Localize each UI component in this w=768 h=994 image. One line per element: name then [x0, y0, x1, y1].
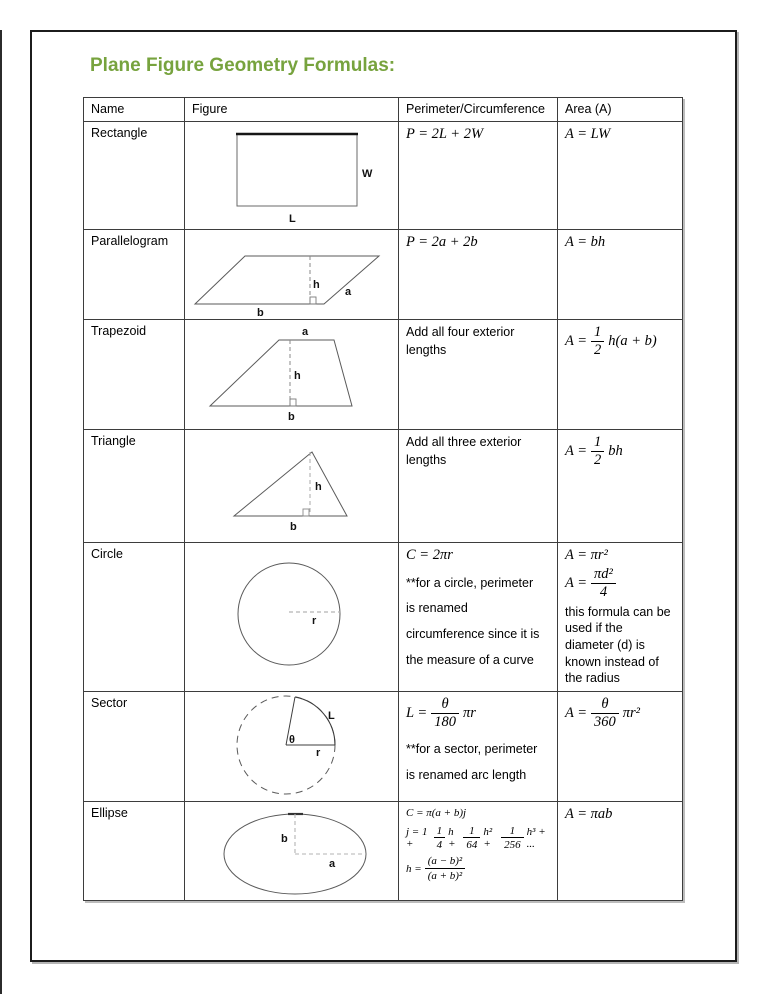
fraction: [591, 325, 604, 359]
formula-mid: h² +: [483, 826, 493, 851]
ellipse-perimeter-cell: [399, 802, 558, 900]
parallelogram-base-label: b: [257, 307, 264, 319]
fraction-numerator: πd²: [591, 567, 616, 584]
fraction-numerator: 1: [463, 825, 480, 838]
note-line: **for a sector, perimeter: [406, 741, 538, 756]
sector-arclength-formula: [406, 697, 550, 731]
rectangle-perimeter-cell: [399, 122, 558, 230]
triangle-area-formula: [565, 435, 675, 469]
trapezoid-height-label: h: [294, 370, 301, 382]
fraction: [591, 567, 616, 601]
header-cell-perimeter: Perimeter/Circumference: [399, 98, 558, 122]
circle-drawing: [185, 543, 398, 691]
sector-drawing: [185, 692, 398, 801]
formula-lhs: h =: [406, 862, 422, 875]
fraction-numerator: θ: [591, 697, 619, 714]
fraction-numerator: θ: [431, 697, 459, 714]
triangle-base-label: b: [290, 521, 297, 533]
formula-rhs: h³ + ...: [526, 826, 546, 851]
trapezoid-area-formula: [565, 325, 675, 359]
parallelogram-perimeter-formula: P = 2a + 2b: [406, 234, 478, 250]
row-sector-name: Sector: [84, 692, 185, 802]
ellipse-drawing: [185, 802, 398, 899]
note-line: circumference since it is: [406, 627, 540, 642]
parallelogram-height-label: h: [313, 279, 320, 291]
ellipse-area-cell: [558, 802, 682, 900]
sector-area-formula: [565, 697, 675, 731]
note-line: this formula can be: [565, 604, 671, 619]
fraction: [463, 825, 480, 851]
formula-lhs: A =: [565, 443, 588, 460]
row-ellipse-name: Ellipse: [84, 802, 185, 900]
row-trapezoid-name: Trapezoid: [84, 320, 185, 430]
fraction: [501, 825, 524, 851]
row-circle-name: Circle: [84, 543, 185, 692]
page-title: Plane Figure Geometry Formulas:: [90, 55, 396, 76]
note-line: lengths: [406, 342, 447, 357]
sector-arc-label: L: [328, 710, 335, 722]
triangle-area-cell: [558, 430, 682, 543]
circle-area-cell: [558, 543, 682, 692]
trapezoid-area-cell: [558, 320, 682, 430]
fraction-denominator: 4: [599, 583, 608, 600]
triangle-drawing: [185, 430, 398, 542]
note-line: the radius: [565, 671, 620, 686]
circle-perimeter-cell: [399, 543, 558, 692]
formula-table: [83, 97, 683, 901]
note-line: known instead of: [565, 654, 659, 669]
fraction-denominator: 256: [504, 839, 521, 852]
scan-edge-line: [0, 30, 2, 994]
formula-lhs: A =: [565, 575, 588, 592]
parallelogram-area-cell: [558, 230, 682, 320]
circle-area-note: [565, 604, 675, 687]
ellipse-semiminor-label: b: [281, 833, 288, 845]
figure-rectangle: [185, 122, 399, 230]
formula-lhs: A =: [565, 705, 588, 722]
triangle-height-label: h: [315, 481, 322, 493]
parallelogram-perimeter-cell: [399, 230, 558, 320]
triangle-perimeter-note: [406, 434, 550, 470]
fraction-denominator: 4: [436, 839, 443, 852]
figure-circle: [185, 543, 399, 692]
parallelogram-side-label: a: [345, 286, 352, 298]
trapezoid-base-label: b: [288, 411, 295, 423]
note-line: diameter (d) is: [565, 637, 645, 652]
fraction-denominator: 2: [594, 451, 602, 468]
header-cell-figure: Figure: [185, 98, 399, 122]
fraction: [591, 697, 619, 731]
rectangle-width-label: W: [362, 168, 373, 180]
note-line: used if the: [565, 621, 623, 636]
circle-area-formula-2: [565, 567, 675, 601]
formula-rhs: πr²: [622, 705, 641, 722]
circle-perimeter-note: [406, 571, 550, 674]
header-cell-name: Name: [84, 98, 185, 122]
note-line: lengths: [406, 452, 447, 467]
circle-area-formula-1: A = πr²: [565, 547, 608, 563]
ellipse-circumference-formula: C = π(a + b)j: [406, 807, 467, 819]
sector-area-cell: [558, 692, 682, 802]
row-parallelogram-name: Parallelogram: [84, 230, 185, 320]
fraction: [591, 435, 604, 469]
fraction-denominator: (a + b)²: [427, 869, 463, 882]
fraction: [425, 855, 466, 881]
fraction-numerator: 1: [591, 435, 604, 452]
fraction-denominator: 64: [466, 839, 478, 852]
fraction-numerator: (a − b)²: [425, 855, 466, 868]
formula-lhs: L =: [406, 705, 428, 722]
rectangle-perimeter-formula: P = 2L + 2W: [406, 126, 484, 142]
circle-radius-label: r: [312, 615, 317, 627]
formula-rhs: bh: [608, 443, 623, 460]
figure-sector: [185, 692, 399, 802]
document-page: [30, 30, 737, 962]
fraction-numerator: 1: [501, 825, 524, 838]
sector-angle-label: θ: [289, 734, 295, 746]
note-line: is renamed arc length: [406, 767, 527, 782]
formula-rhs: πr: [462, 705, 476, 722]
trapezoid-perimeter-note: [406, 324, 550, 360]
fraction-numerator: 1: [434, 825, 446, 838]
sector-perimeter-cell: [399, 692, 558, 802]
fraction-denominator: 360: [594, 713, 616, 730]
sector-perimeter-note: [406, 737, 550, 788]
figure-ellipse: [185, 802, 399, 900]
trapezoid-perimeter-cell: [399, 320, 558, 430]
fraction: [434, 825, 446, 851]
rectangle-area-cell: [558, 122, 682, 230]
fraction-denominator: 180: [434, 713, 456, 730]
ellipse-semimajor-label: a: [329, 858, 336, 870]
row-triangle-name: Triangle: [84, 430, 185, 543]
fraction-numerator: 1: [591, 325, 604, 342]
rectangle-length-label: L: [289, 213, 296, 225]
fraction-denominator: 2: [594, 341, 602, 358]
ellipse-area-formula: A = πab: [565, 806, 613, 822]
formula-rhs: h(a + b): [608, 333, 657, 350]
parallelogram-drawing: [185, 230, 398, 319]
triangle-perimeter-cell: [399, 430, 558, 543]
trapezoid-drawing: [185, 320, 398, 429]
ellipse-j-series-formula: [406, 825, 550, 851]
figure-triangle: [185, 430, 399, 543]
formula-lhs: j = 1 +: [406, 826, 428, 851]
fraction: [431, 697, 459, 731]
ellipse-h-formula: [406, 855, 550, 881]
note-line: **for a circle, perimeter: [406, 575, 534, 590]
note-line: the measure of a curve: [406, 652, 534, 667]
header-cell-area: Area (A): [558, 98, 682, 122]
note-line: is renamed: [406, 601, 468, 616]
note-line: Add all four exterior: [406, 325, 515, 339]
sector-radius-label: r: [316, 747, 321, 759]
note-line: Add all three exterior: [406, 435, 522, 449]
parallelogram-area-formula: A = bh: [565, 234, 606, 250]
figure-parallelogram: [185, 230, 399, 320]
rectangle-drawing: [185, 122, 398, 229]
circle-circumference-formula: C = 2πr: [406, 547, 453, 563]
rectangle-area-formula: A = LW: [565, 126, 611, 142]
row-rectangle-name: Rectangle: [84, 122, 185, 230]
formula-lhs: A =: [565, 333, 588, 350]
figure-trapezoid: [185, 320, 399, 430]
formula-mid: h +: [448, 826, 456, 851]
trapezoid-top-label: a: [302, 326, 309, 338]
